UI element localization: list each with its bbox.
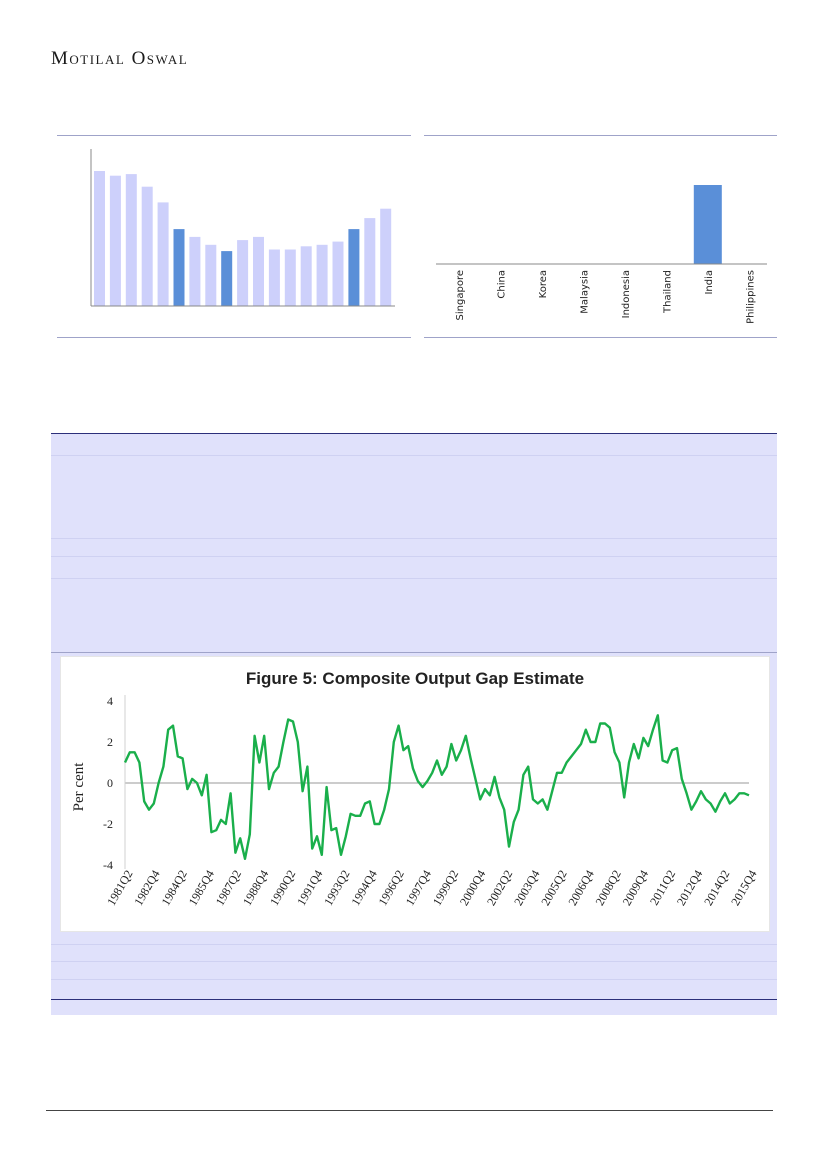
- x-tick-label: 2009Q4: [619, 867, 652, 908]
- category-label: Indonesia: [620, 270, 632, 319]
- output-gap-line-chart: [61, 657, 769, 931]
- bar: [189, 237, 200, 306]
- x-tick-label: 1982Q4: [131, 867, 163, 908]
- x-tick-label: 1990Q2: [266, 867, 299, 908]
- figure-5: [60, 656, 770, 932]
- bar: [205, 245, 216, 306]
- box-row-divider: [51, 979, 777, 980]
- category-label: Malaysia: [579, 270, 591, 314]
- x-tick-label: 1997Q4: [402, 867, 434, 908]
- bar: [94, 171, 105, 306]
- box-row-divider: [51, 578, 777, 579]
- bar: [237, 240, 248, 306]
- x-tick-label: 2003Q4: [511, 867, 543, 908]
- category-label: India: [703, 270, 715, 295]
- box-row-divider: [51, 944, 777, 945]
- left-panel-top-rule: [57, 135, 411, 136]
- x-tick-label: 1994Q4: [348, 867, 380, 908]
- x-tick-label: 2015Q4: [728, 867, 760, 908]
- output-gap-series-line: [125, 715, 749, 859]
- x-tick-label: 2006Q4: [565, 867, 597, 908]
- category-label: Thailand: [662, 270, 674, 313]
- box-row-divider: [51, 961, 777, 962]
- x-tick-label: 1987Q2: [212, 867, 245, 908]
- box-top-rule: [51, 433, 777, 434]
- x-tick-label: 1985Q4: [185, 867, 217, 908]
- left-panel-bottom-rule: [57, 337, 411, 338]
- box-row-divider: [51, 652, 777, 653]
- bar: [126, 174, 137, 306]
- y-tick-label: 0: [107, 776, 113, 790]
- x-tick-label: 2012Q4: [673, 867, 706, 908]
- x-tick-label: 2008Q2: [592, 867, 624, 908]
- x-tick-label: 1981Q2: [104, 867, 136, 908]
- right-bar-chart: [424, 140, 777, 335]
- bar: [158, 202, 169, 306]
- bar: [333, 242, 344, 306]
- category-label: Korea: [537, 270, 549, 299]
- x-tick-label: 1991Q4: [294, 867, 326, 908]
- bar: [174, 229, 185, 306]
- x-tick-label: 1988Q4: [239, 867, 272, 908]
- bar: [364, 218, 375, 306]
- x-tick-label: 2000Q4: [456, 867, 489, 908]
- x-tick-label: 1999Q2: [429, 867, 462, 908]
- bar: [269, 250, 280, 307]
- bar: [380, 209, 391, 306]
- right-panel-bottom-rule: [424, 337, 777, 338]
- y-tick-label: 2: [107, 735, 113, 749]
- bar-india: [694, 185, 722, 264]
- box-bottom-rule: [51, 999, 777, 1000]
- bar: [301, 246, 312, 306]
- figure-title: Figure 5: Composite Output Gap Estimate: [245, 669, 585, 688]
- brand-logo: Motilal Oswal: [51, 48, 189, 69]
- category-label: Philippines: [745, 270, 757, 324]
- left-bar-chart: [57, 140, 411, 335]
- bar: [110, 176, 121, 306]
- x-tick-label: 2002Q2: [483, 867, 516, 908]
- bar: [348, 229, 359, 306]
- bar: [221, 251, 232, 306]
- y-tick-label: -4: [103, 858, 113, 872]
- bar: [285, 250, 296, 307]
- x-tick-label: 1996Q2: [375, 867, 407, 908]
- bar: [253, 237, 264, 306]
- footer-rule: [46, 1110, 773, 1111]
- bar: [142, 187, 153, 306]
- category-label: Singapore: [454, 270, 466, 321]
- box-row-divider: [51, 556, 777, 557]
- x-tick-label: 1993Q2: [321, 867, 353, 908]
- y-axis-label: Per cent: [71, 762, 87, 812]
- box-row-divider: [51, 455, 777, 456]
- y-tick-label: 4: [107, 694, 113, 708]
- category-label: China: [496, 270, 508, 299]
- bar: [317, 245, 328, 306]
- x-tick-label: 2005Q2: [538, 867, 570, 908]
- x-tick-label: 1984Q2: [158, 867, 190, 908]
- box-row-divider: [51, 538, 777, 539]
- y-tick-label: -2: [103, 817, 113, 831]
- x-tick-label: 2011Q2: [646, 867, 679, 908]
- x-tick-label: 2014Q2: [701, 867, 733, 908]
- right-panel-top-rule: [424, 135, 777, 136]
